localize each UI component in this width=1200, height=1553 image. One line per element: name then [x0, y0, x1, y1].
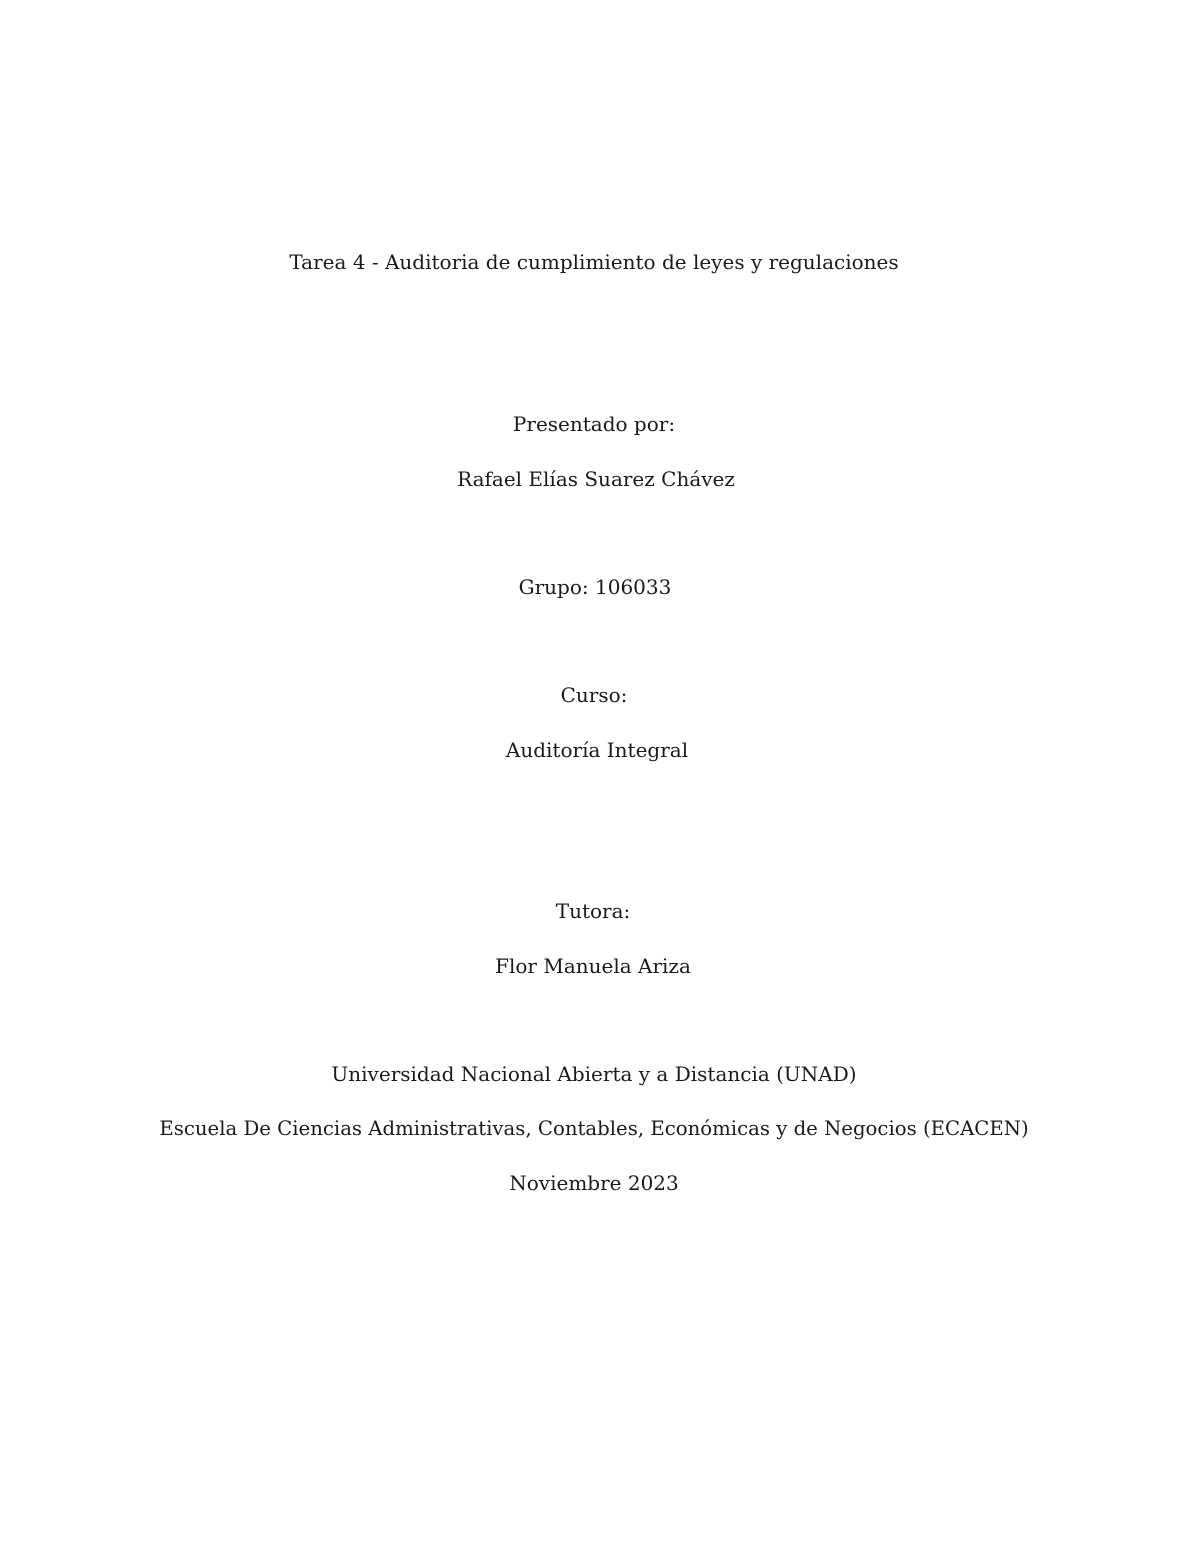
- course-label: Curso:: [560, 683, 628, 707]
- document-title: Tarea 4 - Auditoria de cumplimiento de leyes y regulaciones: [289, 250, 899, 274]
- document-date: Noviembre 2023: [509, 1171, 679, 1195]
- group-number: Grupo: 106033: [518, 575, 672, 599]
- tutor-label: Tutora:: [555, 899, 631, 923]
- course-name: Auditoría Integral: [505, 738, 689, 762]
- presented-by-label: Presentado por:: [512, 412, 676, 436]
- school-name: Escuela De Ciencias Administrativas, Contables, Económicas y de Negocios (ECACEN): [159, 1117, 1029, 1140]
- author-name: Rafael Elías Suarez Chávez: [457, 467, 735, 491]
- university-name: Universidad Nacional Abierta y a Distancia (UNAD): [331, 1062, 857, 1086]
- tutor-name: Flor Manuela Ariza: [495, 954, 691, 978]
